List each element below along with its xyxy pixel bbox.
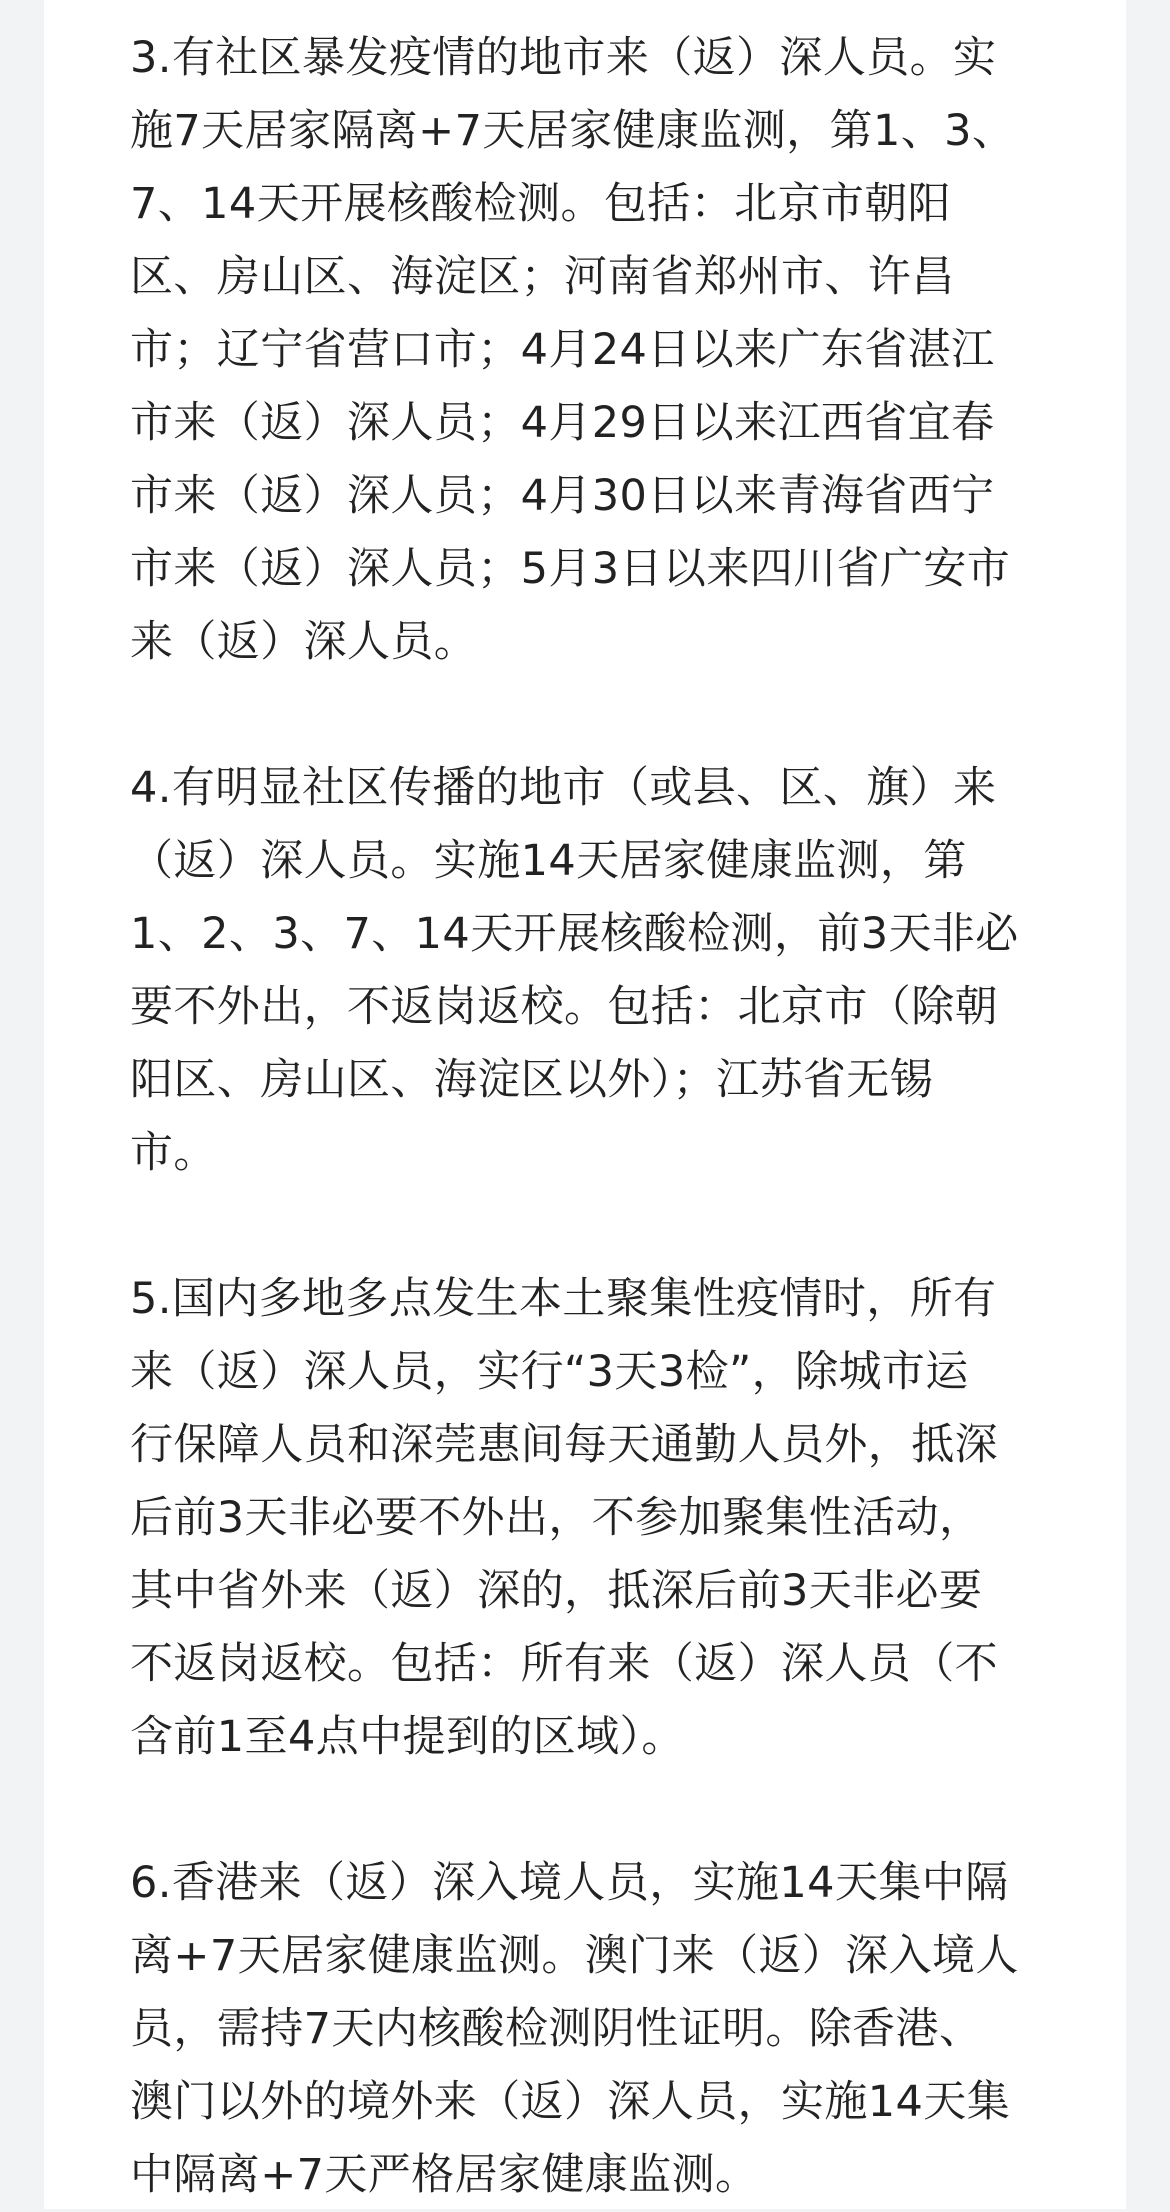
text-line: 阳区、房山区、海淀区以外）；江苏省无锡 <box>130 1055 934 1105</box>
article-card <box>44 0 1126 2209</box>
text-line: 6.香港来（返）深入境人员，实施14天集中隔 <box>130 1858 1009 1908</box>
text-line: 区、房山区、海淀区；河南省郑州市、许昌 <box>130 252 955 302</box>
text-line: 施7天居家隔离+7天居家健康监测，第1、3、 <box>130 106 1016 156</box>
text-line: 不返岗返校。包括：所有来（返）深人员（不 <box>130 1639 998 1689</box>
text-line: 4.有明显社区传播的地市（或县、区、旗）来 <box>130 763 997 813</box>
text-line: 5.国内多地多点发生本土聚集性疫情时，所有 <box>130 1274 997 1324</box>
text-line: 行保障人员和深莞惠间每天通勤人员外，抵深 <box>130 1420 998 1470</box>
paragraph-item-5 <box>130 1263 1090 1774</box>
text-line: 员，需持7天内核酸检测阴性证明。除香港、 <box>130 2004 983 2054</box>
article-body <box>130 22 1090 2212</box>
text-line: 澳门以外的境外来（返）深人员，实施14天集 <box>130 2077 1011 2127</box>
paragraph-item-3 <box>130 22 1090 679</box>
text-line: 市；辽宁省营口市；4月24日以来广东省湛江 <box>130 325 995 375</box>
text-line: 市。 <box>130 1128 217 1178</box>
text-line: 中隔离+7天严格居家健康监测。 <box>130 2150 759 2200</box>
text-line: 要不外出，不返岗返校。包括：北京市（除朝 <box>130 982 998 1032</box>
paragraph-item-4 <box>130 752 1090 1190</box>
text-line: 其中省外来（返）深的，抵深后前3天非必要 <box>130 1566 983 1616</box>
text-line: 含前1至4点中提到的区域）。 <box>130 1712 685 1762</box>
text-line: 后前3天非必要不外出，不参加聚集性活动， <box>130 1493 983 1543</box>
text-line: 离+7天居家健康监测。澳门来（返）深入境人 <box>130 1931 1019 1981</box>
text-line: 来（返）深人员。 <box>130 617 478 667</box>
text-line: 7、14天开展核酸检测。包括：北京市朝阳 <box>130 179 952 229</box>
text-line: 来（返）深人员，实行“3天3检”，除城市运 <box>130 1347 969 1397</box>
text-line: 市来（返）深人员；5月3日以来四川省广安市 <box>130 544 1011 594</box>
text-line: 市来（返）深人员；4月30日以来青海省西宁 <box>130 471 995 521</box>
text-line: （返）深人员。实施14天居家健康监测，第 <box>130 836 967 886</box>
paragraph-item-6 <box>130 1847 1090 2212</box>
text-line: 1、2、3、7、14天开展核酸检测，前3天非必 <box>130 909 1019 959</box>
text-line: 市来（返）深人员；4月29日以来江西省宜春 <box>130 398 995 448</box>
text-line: 3.有社区暴发疫情的地市来（返）深人员。实 <box>130 33 997 83</box>
